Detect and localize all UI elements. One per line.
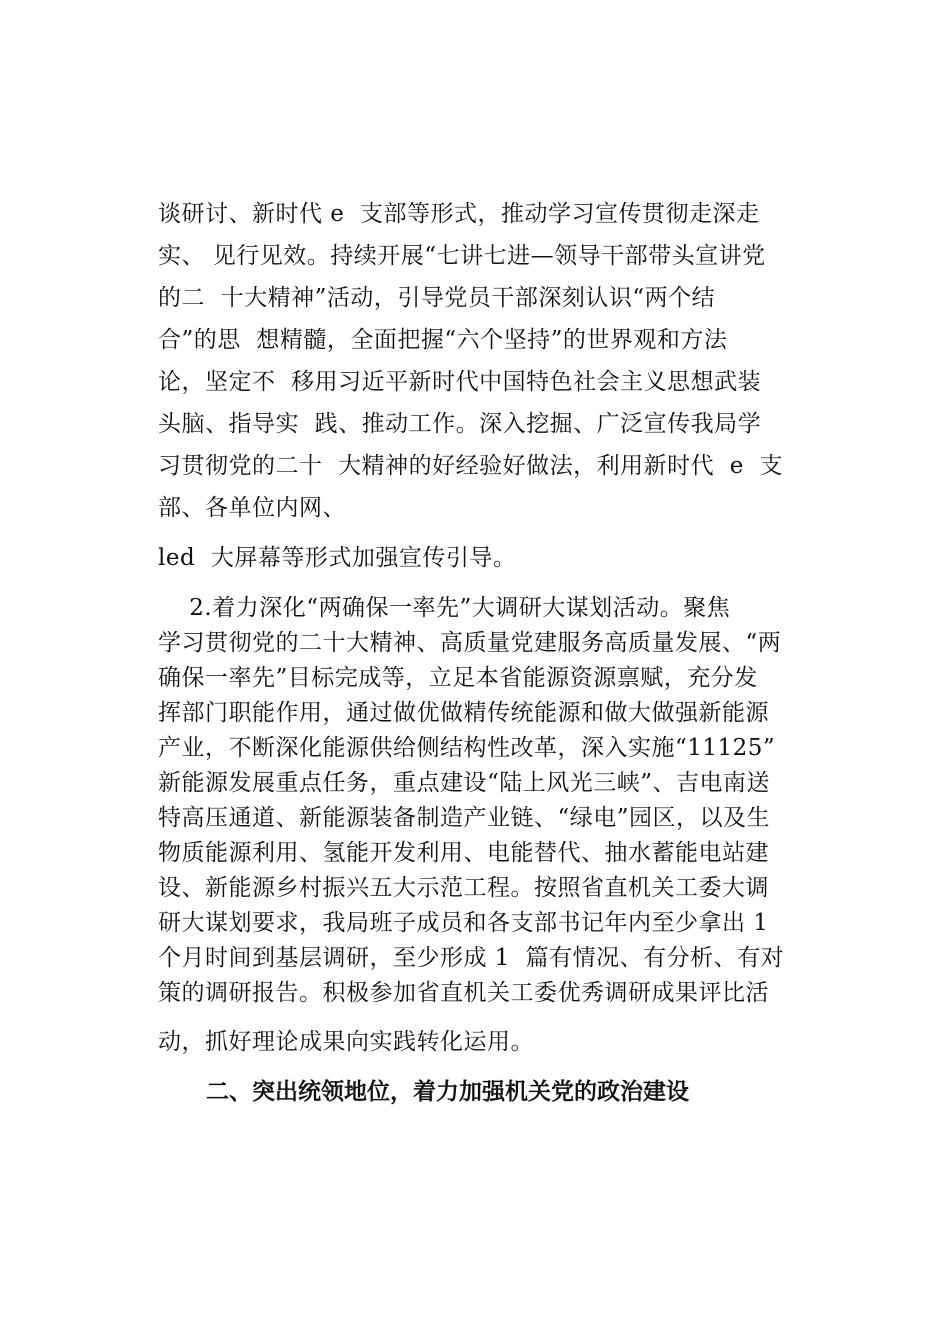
text-line: led 大屏幕等形式加强宣传引导。 [158,545,517,571]
text-line: 个月时间到基层调研，至少形成 1 篇有情况、有分析、有对 [158,945,785,971]
text-line: 动，抓好理论成果向实践转化运用。 [158,1029,534,1055]
text-line: 学习贯彻党的二十大精神、高质量党建服务高质量发展、“两 [158,630,782,656]
text-line: 2.着力深化“两确保一率先”大调研大谋划活动。聚焦 [158,595,731,621]
text-line: 习贯彻党的二十 大精神的好经验好做法，利用新时代 e 支 [158,453,783,479]
text-line: 合”的思 想精髓，全面把握“六个坚持”的世界观和方法 [158,327,728,353]
section-heading: 二、突出统领地位，着力加强机关党的政治建设 [206,1079,689,1105]
text-line: 挥部门职能作用，通过做优做精传统能源和做大做强新能源 [158,700,769,726]
text-line: 论，坚定不 移用习近平新时代中国特色社会主义思想武装 [158,369,762,395]
text-line: 研大谋划要求，我局班子成员和各支部书记年内至少拿出 1 [158,910,769,936]
text-line: 的二 十大精神”活动，引导党员干部深刻认识“两个结 [158,285,716,311]
text-line: 策的调研报告。积极参加省直机关工委优秀调研成果评比活 [158,980,769,1006]
text-line: 新能源发展重点任务，重点建设“陆上风光三峡”、吉电南送 [158,770,771,796]
text-line: 实、 见行见效。持续开展“七讲七进—领导干部带头宣讲党 [158,243,766,269]
text-line: 确保一率先”目标完成等，立足本省能源资源禀赋，充分发 [158,665,758,691]
text-line: 特高压通道、新能源装备制造产业链、“绿电”园区，以及生 [158,805,771,831]
text-line: 头脑、指导实 践、推动工作。深入挖掘、广泛宣传我局学 [158,411,762,437]
text-line: 产业，不断深化能源供给侧结构性改革，深入实施“11125” [158,735,776,761]
text-line: 设、新能源乡村振兴五大示范工程。按照省直机关工委大调 [158,875,769,901]
text-line: 谈研讨、新时代 e 支部等形式，推动学习宣传贯彻走深走 [158,201,760,227]
text-line: 物质能源利用、氢能开发利用、电能替代、抽水蓄能电站建 [158,840,769,866]
text-line: 部、各单位内网、 [158,495,346,521]
